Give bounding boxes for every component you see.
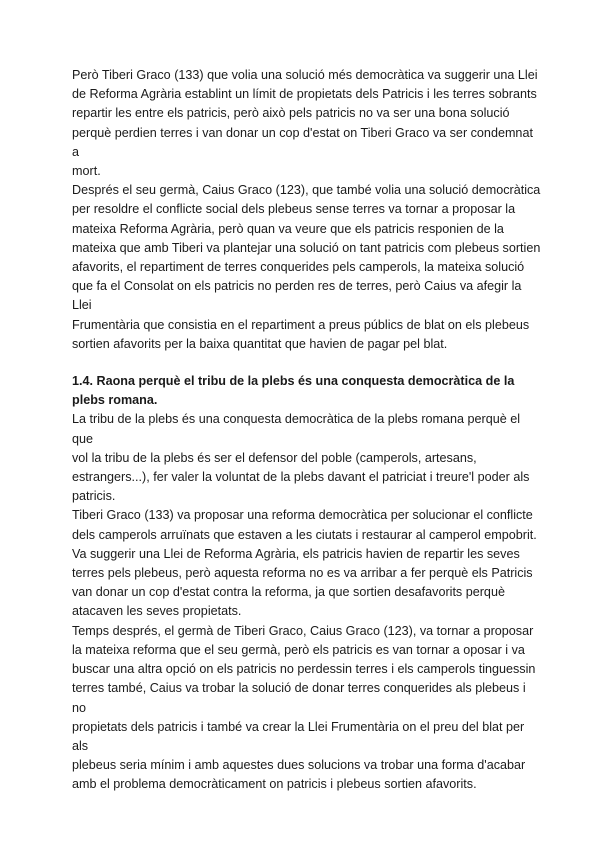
paragraph-tiberi-reform: Tiberi Graco (133) va proposar una reforma democràtica per solucionar el conflicte dels camperols arruïnats que estaven a les ciutats i restaurar al camperol empobrit. Va suggerir una Llei de Reforma Agrària, els patricis havien de repartir les seves terres pels plebeus, però aquesta reforma no es va arribar a fer perquè els Patricis van donar un cop d'estat contra la reforma, ja que sortien desafavorits perquè atacaven les seves propietats. <box>72 508 537 619</box>
paragraph-tiberi-intro: Però Tiberi Graco (133) que volia una solució més democràtica va suggerir una Llei de Reforma Agrària establint un límit de propietats dels Patricis i les terres sobrants repartir les entre els patricis, però això pels patricis no va ser una bona solució perquè perdien terres i van donar un cop d'estat on Tiberi Graco va ser condemnat a mort. <box>72 68 538 179</box>
document-body <box>72 66 542 795</box>
paragraph-tribu-plebs: La tribu de la plebs és una conquesta democràtica de la plebs romana perquè el que vol la tribu de la plebs és ser el defensor del poble (camperols, artesans, estrangers...), fer valer la voluntat de la plebs davant el patriciat i treure'l poder als patricis. <box>72 412 530 504</box>
section-heading: 1.4. Raona perquè el tribu de la plebs és una conquesta democràtica de la plebs romana. <box>72 374 515 408</box>
paragraph-caius-intro: Després el seu germà, Caius Graco (123), que també volia una solució democràtica per resoldre el conflicte social dels plebeus sense terres va tornar a proposar la mateixa Reforma Agrària, però quan va veure que els patricis responien de la mateixa que amb Tiberi va plantejar una solució on tant patricis com plebeus sortien afavorits, el repartiment de terres conquerides pels camperols, la mateixa solució que fa el Consolat on els patricis no perden res de terres, però Caius va afegir la Llei Frumentària que consistia en el repartiment a preus públics de blat on els plebeus sortien afavorits per la baixa quantitat que havien de pagar pel blat. <box>72 183 541 351</box>
paragraph-caius-reform: Temps després, el germà de Tiberi Graco, Caius Graco (123), va tornar a proposar la mateixa reforma que el seu germà, però els patricis es van tornar a oposar i va buscar una altra opció on els patricis no perdessin terres i els camperols tinguessin terres també, Caius va trobar la solució de donar terres conquerides als plebeus i no propietats dels patricis i també va crear la Llei Frumentària on el preu del blat per als plebeus seria mínim i amb aquestes dues solucions va trobar una forma d'acabar amb el problema democràticament on patricis i plebeus sortien afavorits. <box>72 623 536 792</box>
